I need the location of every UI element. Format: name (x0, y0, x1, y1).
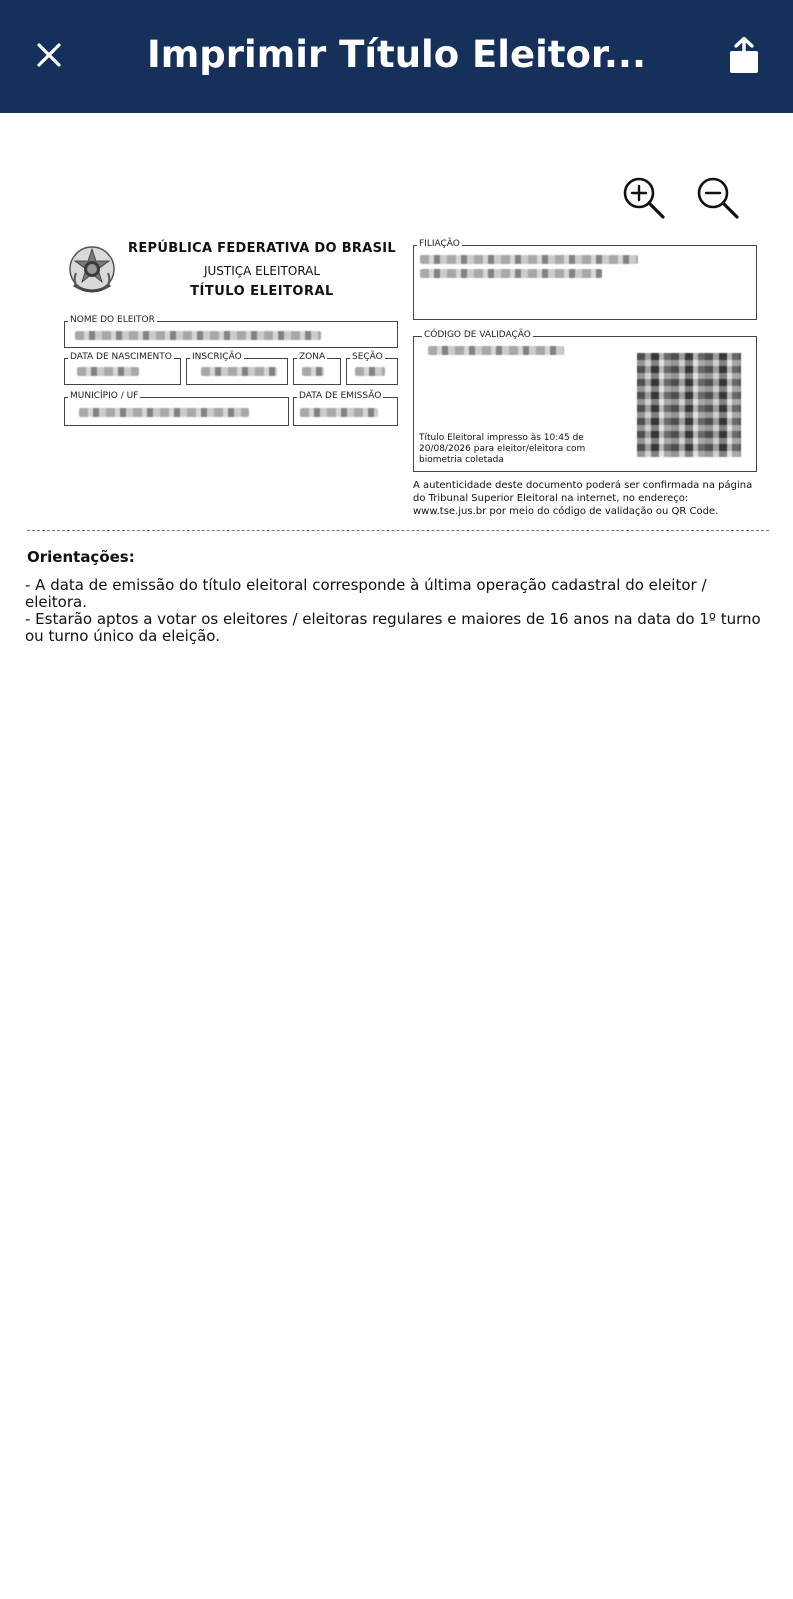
orientations-title: Orientações: (27, 548, 135, 566)
redacted-value (302, 367, 324, 376)
zone-label: ZONA (299, 352, 326, 362)
agency-name: JUSTIÇA ELEITORAL (203, 264, 321, 278)
redacted-value (300, 408, 378, 417)
republic-name: REPÚBLICA FEDERATIVA DO BRASIL (128, 241, 396, 256)
page-title: Imprimir Título Eleitor... (146, 33, 646, 76)
redacted-value (420, 269, 602, 278)
registration-field (186, 352, 288, 385)
city-state-field (64, 391, 289, 426)
birth-date-field (64, 352, 181, 385)
redacted-value (420, 255, 638, 264)
issue-date-label: DATA DE EMISSÃO (299, 391, 382, 401)
redacted-value (201, 367, 277, 376)
orientation-item-2: - Estarão aptos a votar os eleitores / eleitoras regulares e maiores de 16 anos na data do 1º turno ou turno único da eleição. (25, 610, 761, 645)
printed-note: Título Eleitoral impresso às 10:45 de 20/08/2026 para eleitor/eleitora com biometria coletada (419, 433, 586, 465)
brazil-coat-of-arms-icon (66, 243, 118, 299)
zoom-out-icon (694, 174, 744, 224)
redacted-value (77, 367, 139, 376)
redacted-value (75, 331, 321, 340)
close-button[interactable] (30, 36, 68, 74)
close-icon (36, 42, 62, 68)
issue-date-field (293, 391, 398, 426)
document-title: TÍTULO ELEITORAL (190, 284, 334, 299)
share-icon (728, 37, 760, 75)
registration-label: INSCRIÇÃO (192, 352, 242, 362)
birth-date-label: DATA DE NASCIMENTO (70, 352, 172, 362)
validation-code-label: CÓDIGO DE VALIDAÇÃO (424, 330, 531, 340)
share-button[interactable] (722, 34, 766, 78)
orientation-item-1: - A data de emissão do título eleitoral corresponde à última operação cadastral do eleitor / eleitora. (25, 576, 707, 611)
voter-name-label: NOME DO ELEITOR (70, 315, 155, 325)
authenticity-note: A autenticidade deste documento poderá ser confirmada na página do Tribunal Superior Eleitoral na internet, no endereço: www.tse.jus.br por meio do código de validação ou QR Code. (413, 480, 753, 517)
zoom-in-button[interactable] (620, 174, 670, 224)
app-header (0, 0, 793, 113)
zone-field (293, 352, 341, 385)
section-label: SEÇÃO (352, 352, 383, 362)
parentage-field (413, 239, 757, 320)
city-state-label: MUNICÍPIO / UF (70, 391, 139, 401)
divider (27, 530, 769, 531)
zoom-in-icon (620, 174, 670, 224)
zoom-out-button[interactable] (694, 174, 744, 224)
voter-name-field (64, 315, 398, 348)
redacted-value (428, 346, 564, 355)
redacted-value (79, 408, 249, 417)
redacted-value (355, 367, 385, 376)
qr-code (637, 353, 741, 457)
parentage-label: FILIAÇÃO (419, 239, 460, 249)
section-field (346, 352, 398, 385)
